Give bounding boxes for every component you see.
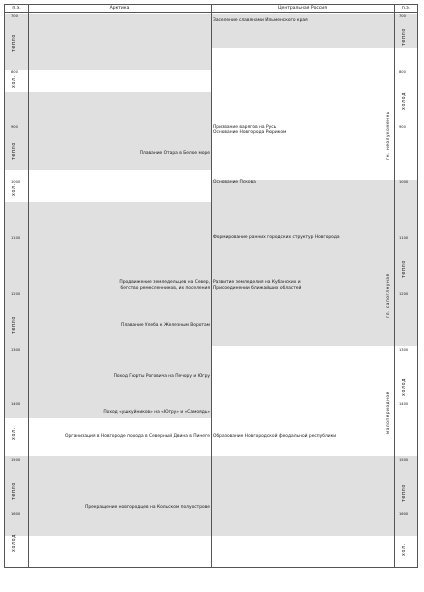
- arctic-event: Поход Гюрты Роговича на Печору и Югру: [113, 374, 210, 379]
- side-label-middle: гл. сапоглнуная: [385, 273, 390, 318]
- climate-right-1: тепло: [402, 28, 407, 46]
- band-left-3: [5, 202, 211, 418]
- col-sep-3: [394, 4, 395, 568]
- tick-left: 1000: [11, 180, 21, 184]
- tick-left: 1300: [11, 348, 21, 352]
- band-left-4: [5, 456, 211, 536]
- band-left-2: [5, 92, 211, 170]
- climate-left-7: тепло: [12, 482, 17, 500]
- band-central-3: [211, 456, 394, 536]
- central-event: Образование Новгородской феодальной республики: [213, 434, 337, 439]
- header-left: п.э.: [5, 4, 28, 13]
- central-event: Призвание варягов на Русь: [213, 125, 277, 130]
- arctic-event: Поход «ушкуйников» на «Югру» и «Самоядь»: [103, 410, 210, 415]
- tick-left: 1500: [11, 458, 21, 462]
- tick-right: 1600: [399, 512, 409, 516]
- arctic-event: бегство ремесленников, их поселения: [120, 286, 210, 291]
- central-event: Заселение славянами Ильменского края: [213, 18, 308, 23]
- tick-left: 1400: [11, 402, 21, 406]
- climate-right-4: холод: [402, 377, 407, 396]
- arctic-event: Продвижение земледельцев на Север,: [119, 280, 210, 285]
- tick-right: 800: [399, 70, 406, 74]
- climate-left-5: тепло: [12, 316, 17, 334]
- tick-right: 700: [399, 14, 406, 18]
- climate-left-6: хол.: [12, 427, 17, 440]
- tick-left: 900: [11, 125, 18, 129]
- climate-right-3: тепло: [402, 260, 407, 278]
- tick-right: 1400: [399, 402, 409, 406]
- central-event: Развитие земледелия на Кубанских и: [213, 280, 301, 285]
- tick-left: 700: [11, 14, 18, 18]
- header-arctic: Арктика: [28, 4, 211, 13]
- tick-left: 1200: [11, 292, 21, 296]
- climate-right-5: тепло: [402, 484, 407, 502]
- central-event: Основание Новгорода Рюриком: [213, 130, 287, 135]
- arctic-event: Плавание Улеба к Железным Воротам: [121, 323, 210, 328]
- side-label-upper: гн. неолукоменнь: [385, 110, 390, 160]
- arctic-event: Плавание Отара в Белое море: [139, 151, 210, 156]
- col-sep-1: [28, 4, 29, 568]
- central-event: Присоединении ближайших областей: [213, 286, 302, 291]
- arctic-event: Организация в Новгороде похода в Северный Двина в Пинеге: [65, 434, 210, 439]
- climate-left-2: хол.: [12, 75, 17, 88]
- tick-left: 1100: [11, 236, 21, 240]
- tick-right: 900: [399, 125, 406, 129]
- climate-left-3: тепло: [12, 142, 17, 160]
- tick-right: 1500: [399, 458, 409, 462]
- side-label-lower: малопериодное: [385, 391, 390, 434]
- climate-left-4: хол.: [12, 183, 17, 196]
- tick-right: 1200: [399, 292, 409, 296]
- climate-right-6: хол.: [402, 543, 407, 556]
- tick-right: 1300: [399, 348, 409, 352]
- tick-left: 800: [11, 70, 18, 74]
- tick-right: 1100: [399, 236, 409, 240]
- header-central: Центральная Россия: [211, 4, 394, 13]
- arctic-event: Прекращение новгородцев на Кольском полуострове: [85, 505, 210, 510]
- climate-right-2: холод: [402, 91, 407, 110]
- header-right: п.э.: [394, 4, 418, 13]
- band-left-1: [5, 14, 211, 70]
- climate-left-8: холод: [12, 533, 17, 552]
- central-event: Основание Пскова: [213, 180, 256, 185]
- col-sep-2: [211, 4, 212, 568]
- climate-left-1: тепло: [12, 34, 17, 52]
- tick-right: 1000: [399, 180, 409, 184]
- band-central-2: [211, 180, 394, 346]
- central-event: Формирование ранних городских структур Новгорода: [213, 235, 340, 240]
- tick-left: 1600: [11, 512, 21, 516]
